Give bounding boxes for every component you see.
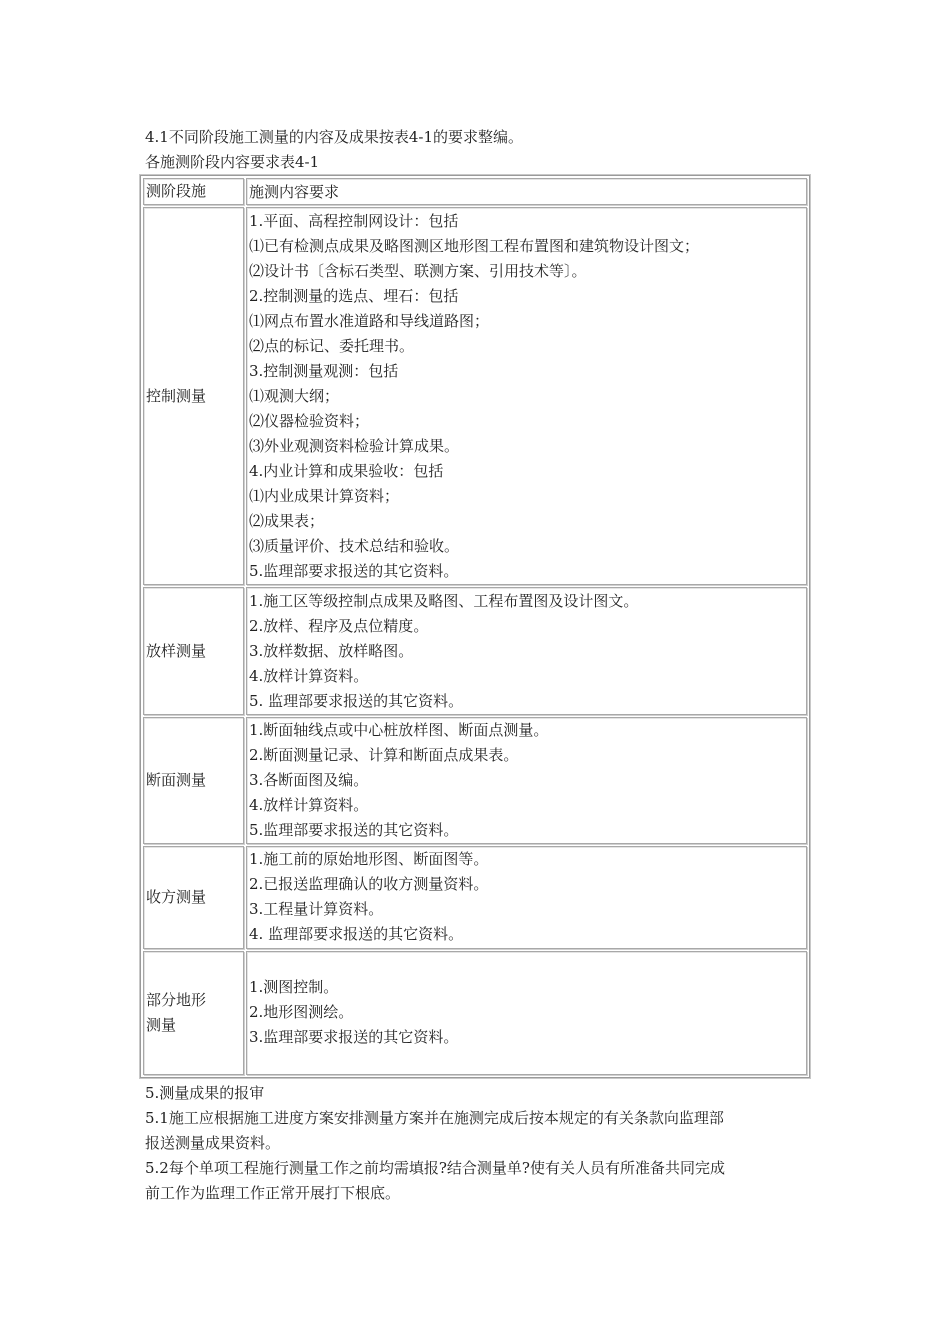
table-row: [143, 207, 807, 585]
table-row: [143, 587, 807, 714]
list-item: ⑵设计书〔含标石类型、联测方案、引用技术等〕。: [249, 261, 587, 280]
table-title: 各施测阶段内容要求表4-1: [145, 153, 320, 171]
list-item: 4.放样计算资料。: [249, 795, 369, 814]
stage-cell: [143, 951, 244, 1075]
list-item: ⑴已有检测点成果及略图测区地形图工程布置图和建筑物设计图文；: [249, 236, 700, 255]
list-item: 3.放样数据、放样略图。: [249, 641, 414, 660]
list-item: ⑵仪器检验资料；: [249, 411, 370, 430]
list-item: 2.已报送监理确认的收方测量资料。: [249, 875, 489, 894]
intro-line: 4.1不同阶段施工测量的内容及成果按表4-1的要求整编。: [145, 128, 524, 146]
requirements-table: [140, 175, 810, 1078]
content-cell: [246, 951, 807, 1075]
list-item: 2.放样、程序及点位精度。: [249, 616, 429, 635]
stage-cell: 放样测量: [143, 587, 244, 714]
list-item: 2.断面测量记录、计算和断面点成果表。: [249, 745, 519, 764]
list-item: ⑴网点布置水准道路和导线道路图；: [249, 311, 490, 330]
content-cell: [246, 717, 807, 844]
list-item: 1.施工前的原始地形图、断面图等。: [249, 850, 489, 869]
list-item: ⑶质量评价、技术总结和验收。: [249, 536, 460, 555]
paragraph-line: 前工作为监理工作正常开展打下根底。: [145, 1184, 401, 1202]
list-item: 2.地形图测绘。: [249, 1003, 354, 1022]
list-item: 4.内业计算和成果验收：包括: [249, 461, 444, 480]
content-cell: [246, 587, 807, 714]
stage-line: 测量: [146, 1015, 177, 1034]
list-item: ⑴内业成果计算资料；: [249, 486, 400, 505]
list-item: ⑴观测大纲；: [249, 386, 340, 405]
stage-cell: 控制测量: [143, 207, 244, 585]
paragraph-line: 5.1施工应根据施工进度方案安排测量方案并在施测完成后按本规定的有关条款向监理部: [145, 1109, 724, 1127]
content-cell: [246, 207, 807, 585]
list-item: 3.工程量计算资料。: [249, 900, 384, 919]
paragraph-line: 5.2每个单项工程施行测量工作之前均需填报?结合测量单?使有关人员有所准备共同完成: [145, 1159, 725, 1177]
list-item: ⑵点的标记、委托理书。: [249, 336, 415, 355]
list-item: ⑵成果表；: [249, 511, 325, 530]
list-item: 3.控制测量观测：包括: [249, 361, 399, 380]
list-item: 2.控制测量的选点、埋石：包括: [249, 286, 459, 305]
paragraph-line: 报送测量成果资料。: [145, 1134, 281, 1152]
table-row: [143, 951, 807, 1075]
stage-cell: 断面测量: [143, 717, 244, 844]
list-item: 1.断面轴线点或中心桩放样图、断面点测量。: [249, 720, 549, 739]
header-stage: 测阶段施: [143, 178, 244, 205]
table-row: [143, 846, 807, 948]
list-item: 3.监理部要求报送的其它资料。: [249, 1028, 459, 1047]
stage-line: 部分地形: [146, 990, 207, 1009]
stage-cell: 收方测量: [143, 846, 244, 948]
header-content: 施测内容要求: [246, 178, 807, 205]
list-item: ⑶外业观测资料检验计算成果。: [249, 436, 460, 455]
content-cell: [246, 846, 807, 948]
section-heading: 5.测量成果的报审: [145, 1084, 265, 1102]
table-header-row: [143, 178, 807, 205]
list-item: 3.各断面图及编。: [249, 770, 369, 789]
list-item: 5. 监理部要求报送的其它资料。: [249, 691, 464, 710]
list-item: 4.放样计算资料。: [249, 666, 369, 685]
list-item: 5.监理部要求报送的其它资料。: [249, 820, 459, 839]
list-item: 1.施工区等级控制点成果及略图、工程布置图及设计图文。: [249, 591, 639, 610]
table-row: [143, 717, 807, 844]
list-item: 1.测图控制。: [249, 978, 339, 997]
list-item: 4. 监理部要求报送的其它资料。: [249, 925, 464, 944]
list-item: 5.监理部要求报送的其它资料。: [249, 561, 459, 580]
list-item: 1.平面、高程控制网设计：包括: [249, 211, 459, 230]
